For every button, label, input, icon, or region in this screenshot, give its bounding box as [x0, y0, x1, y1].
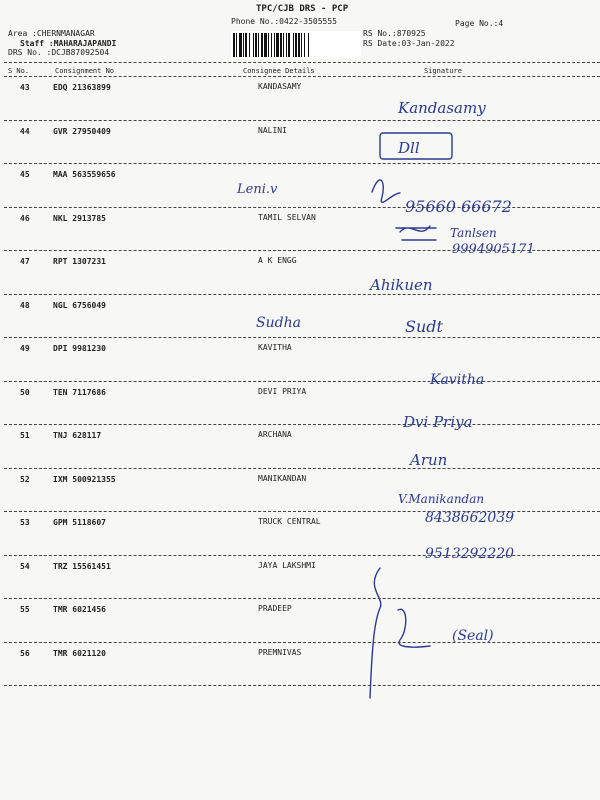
signature-49: Kavitha	[430, 372, 485, 388]
phone-46: 9994905171	[452, 242, 535, 257]
row-consignee-name: JAYA LAKSHMI	[258, 560, 316, 570]
row-serial-number: 48	[20, 300, 30, 310]
company-title: TPC/CJB DRS - PCP	[256, 4, 349, 14]
row-consignee-name: PREMNIVAS	[258, 647, 302, 657]
row-divider	[4, 468, 600, 469]
row-consignment-number: TMR 6021456	[53, 605, 106, 614]
row-divider	[4, 207, 600, 208]
signature-50: Dvi Priya	[403, 413, 473, 431]
drs-number: DRS No. :DCJB87092504	[8, 48, 110, 57]
column-header-sno: S No.	[8, 67, 30, 75]
row-consignment-number: NGL 6756049	[53, 300, 106, 310]
row-divider	[4, 294, 600, 295]
row-consignment-number: DPI 9981230	[53, 344, 106, 353]
row-divider	[4, 250, 600, 251]
row-serial-number: 50	[20, 387, 30, 397]
row-serial-number: 45	[20, 170, 30, 179]
rs-number: RS No.:870925	[363, 29, 426, 38]
row-consignment-number: MAA 563559656	[53, 170, 116, 179]
column-header-signature: Signature	[424, 67, 462, 75]
row-divider	[4, 163, 600, 164]
row-divider	[4, 685, 600, 686]
phone-52: 8438662039	[425, 510, 515, 526]
row-consignment-number: GPM 5118607	[53, 518, 106, 527]
row-consignment-number: RPT 1307231	[53, 257, 106, 266]
row-consignee-name: DEVI PRIYA	[258, 386, 307, 396]
row-divider	[4, 424, 600, 425]
row-consignment-number: EDQ 21363899	[53, 83, 111, 92]
signature-46-scribble	[396, 226, 436, 240]
row-serial-number: 46	[20, 213, 30, 223]
row-serial-number: 51	[20, 431, 30, 440]
row-consignment-number: NKL 2913785	[53, 213, 106, 223]
signature-43: Kandasamy	[398, 99, 486, 117]
row-consignee-name: KAVITHA	[258, 343, 292, 352]
row-divider	[4, 120, 600, 121]
row-divider	[4, 642, 600, 643]
column-header-details: Consignee Details	[243, 67, 315, 75]
staff-label: Staff :MAHARAJAPANDI	[20, 39, 117, 48]
column-header-consignment: Consignment No	[55, 67, 115, 75]
signature-48: Sudt	[405, 317, 443, 336]
row-consignee-name: PRADEEP	[258, 604, 292, 613]
row-consignment-number: IXM 500921355	[53, 474, 116, 484]
signature-55-note: (Seal)	[452, 628, 494, 644]
row-serial-number: 49	[20, 344, 30, 353]
row-serial-number: 43	[20, 83, 30, 92]
page-number: Page No.:4	[455, 19, 504, 28]
row-serial-number: 52	[20, 474, 30, 484]
row-divider	[4, 337, 600, 338]
row-consignment-number: TRZ 15561451	[53, 561, 111, 571]
phone-53: 9513292220	[425, 546, 515, 562]
signature-51: Arun	[410, 451, 448, 469]
row-divider	[4, 381, 600, 382]
signature-44: Dll	[398, 139, 420, 157]
row-consignee-name: NALINI	[258, 125, 287, 135]
row-consignment-number: TEN 7117686	[53, 387, 106, 397]
row-divider	[4, 511, 600, 512]
rs-date: RS Date:03-Jan-2022	[363, 39, 455, 48]
row-consignee-name: TRUCK CENTRAL	[258, 517, 321, 526]
row-serial-number: 55	[20, 605, 30, 614]
row-consignment-number: TMR 6021120	[53, 648, 106, 658]
row-consignee-name: ARCHANA	[258, 430, 292, 439]
barcode-image	[231, 31, 361, 59]
row-divider	[4, 555, 600, 556]
signature-45-scribble	[372, 180, 400, 202]
signature-47: Ahikuen	[370, 276, 433, 294]
phone-number: Phone No.:0422-3505555	[231, 17, 337, 26]
row-consignee-name: MANIKANDAN	[258, 473, 307, 483]
handwritten-name-52: V.Manikandan	[398, 492, 485, 506]
handwritten-name-48: Sudha	[256, 315, 301, 331]
signature-44-box	[380, 133, 452, 159]
row-consignee-name: KANDASAMY	[258, 82, 302, 91]
row-serial-number: 53	[20, 518, 30, 527]
row-serial-number: 56	[20, 648, 30, 658]
row-serial-number: 47	[20, 257, 30, 266]
header-divider	[4, 62, 600, 63]
row-divider	[4, 598, 600, 599]
row-consignee-name: TAMIL SELVAN	[258, 212, 316, 222]
handwritten-name-46: Tanlsen	[450, 226, 497, 240]
area-label: Area :CHERNMANAGAR	[8, 29, 95, 38]
handwritten-name-45: Leni.v	[237, 182, 278, 197]
row-serial-number: 54	[20, 561, 30, 571]
row-consignment-number: GVR 27950409	[53, 126, 111, 136]
row-serial-number: 44	[20, 126, 30, 136]
column-divider	[4, 76, 600, 77]
row-consignment-number: TNJ 628117	[53, 431, 102, 440]
signature-54-55-stroke	[370, 568, 381, 698]
row-consignee-name: A K ENGG	[258, 256, 297, 265]
phone-45: 95660 66672	[405, 197, 512, 216]
